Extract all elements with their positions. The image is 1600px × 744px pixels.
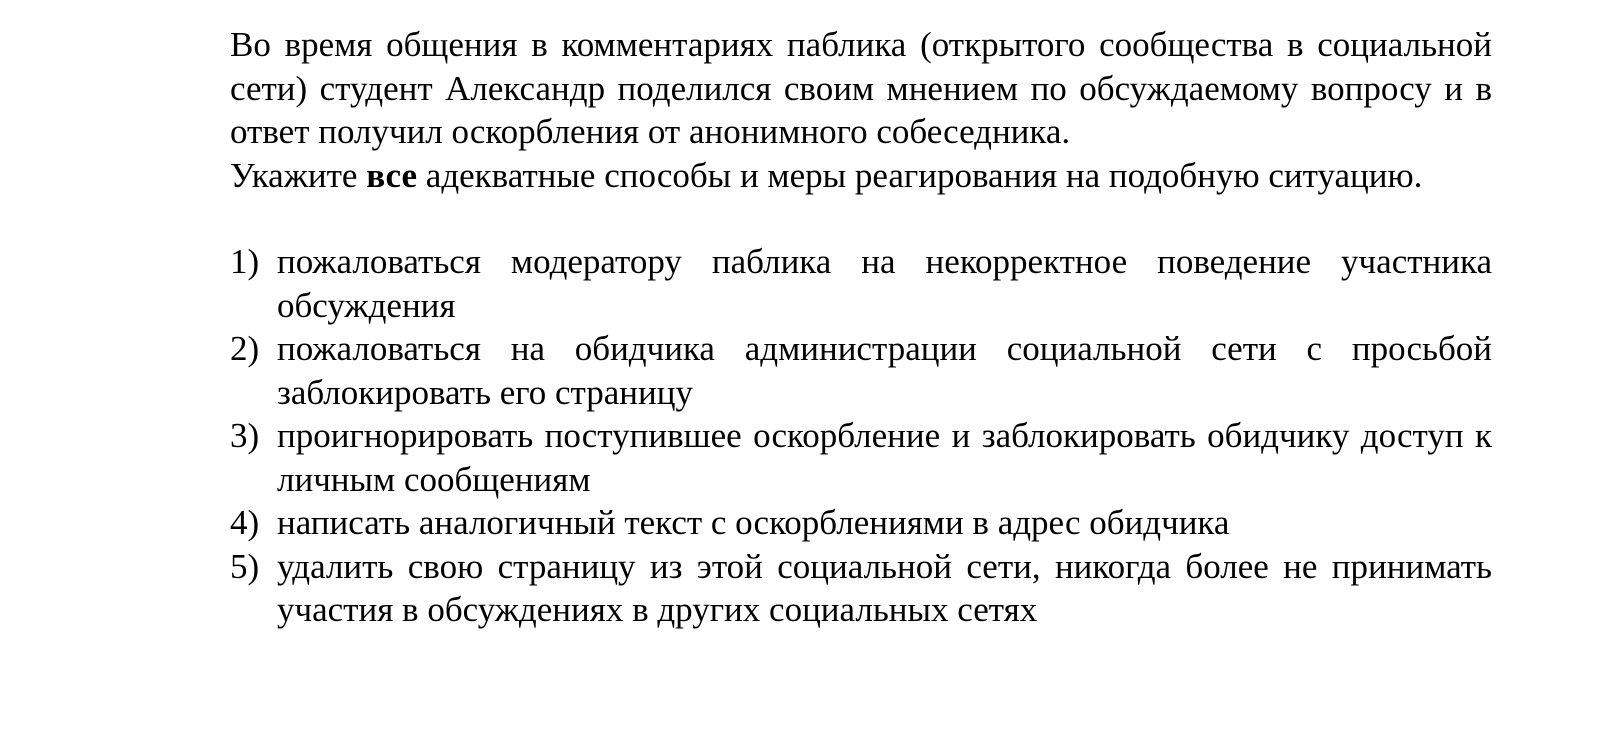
answer-option-1: [230, 240, 1492, 327]
option-text: проигнорировать поступившее оскорбление и заблокировать обидчику доступ к личным сообщениям: [277, 416, 1492, 499]
question-intro: Во время общения в комментариях паблика (открытого сообщества в социальной сети) студент Александр поделился своим мнением по обсуждаемому вопросу и в ответ получил оскорбления от анонимного собеседника.: [230, 25, 1492, 151]
task-text-before: Укажите: [230, 155, 367, 195]
answer-option-4: [230, 501, 1492, 545]
task-emphasis: все: [366, 155, 418, 195]
spacer: [230, 197, 1492, 240]
document-page: [230, 23, 1492, 632]
option-number: 3): [230, 416, 260, 455]
option-number: 2): [230, 329, 260, 368]
option-text: удалить свою страницу из этой социальной сети, никогда более не принимать участия в обсуждениях в других социальных сетях: [277, 546, 1492, 629]
option-number: 1): [230, 242, 260, 281]
option-number: 5): [230, 546, 260, 586]
option-text: написать аналогичный текст с оскорблениями в адрес обидчика: [277, 503, 1230, 542]
task-text-after: адекватные способы и меры реагирования на подобную ситуацию.: [417, 155, 1423, 195]
option-number: 4): [230, 503, 260, 542]
answer-options-list: [230, 240, 1492, 632]
answer-option-5: [230, 545, 1492, 632]
option-text: пожаловаться модератору паблика на некорректное поведение участника обсуждения: [277, 242, 1492, 325]
answer-option-3: [230, 414, 1492, 501]
option-text: пожаловаться на обидчика администрации социальной сети с просьбой заблокировать его страницу: [277, 329, 1492, 412]
answer-option-2: [230, 327, 1492, 414]
question-task: [230, 154, 1492, 198]
